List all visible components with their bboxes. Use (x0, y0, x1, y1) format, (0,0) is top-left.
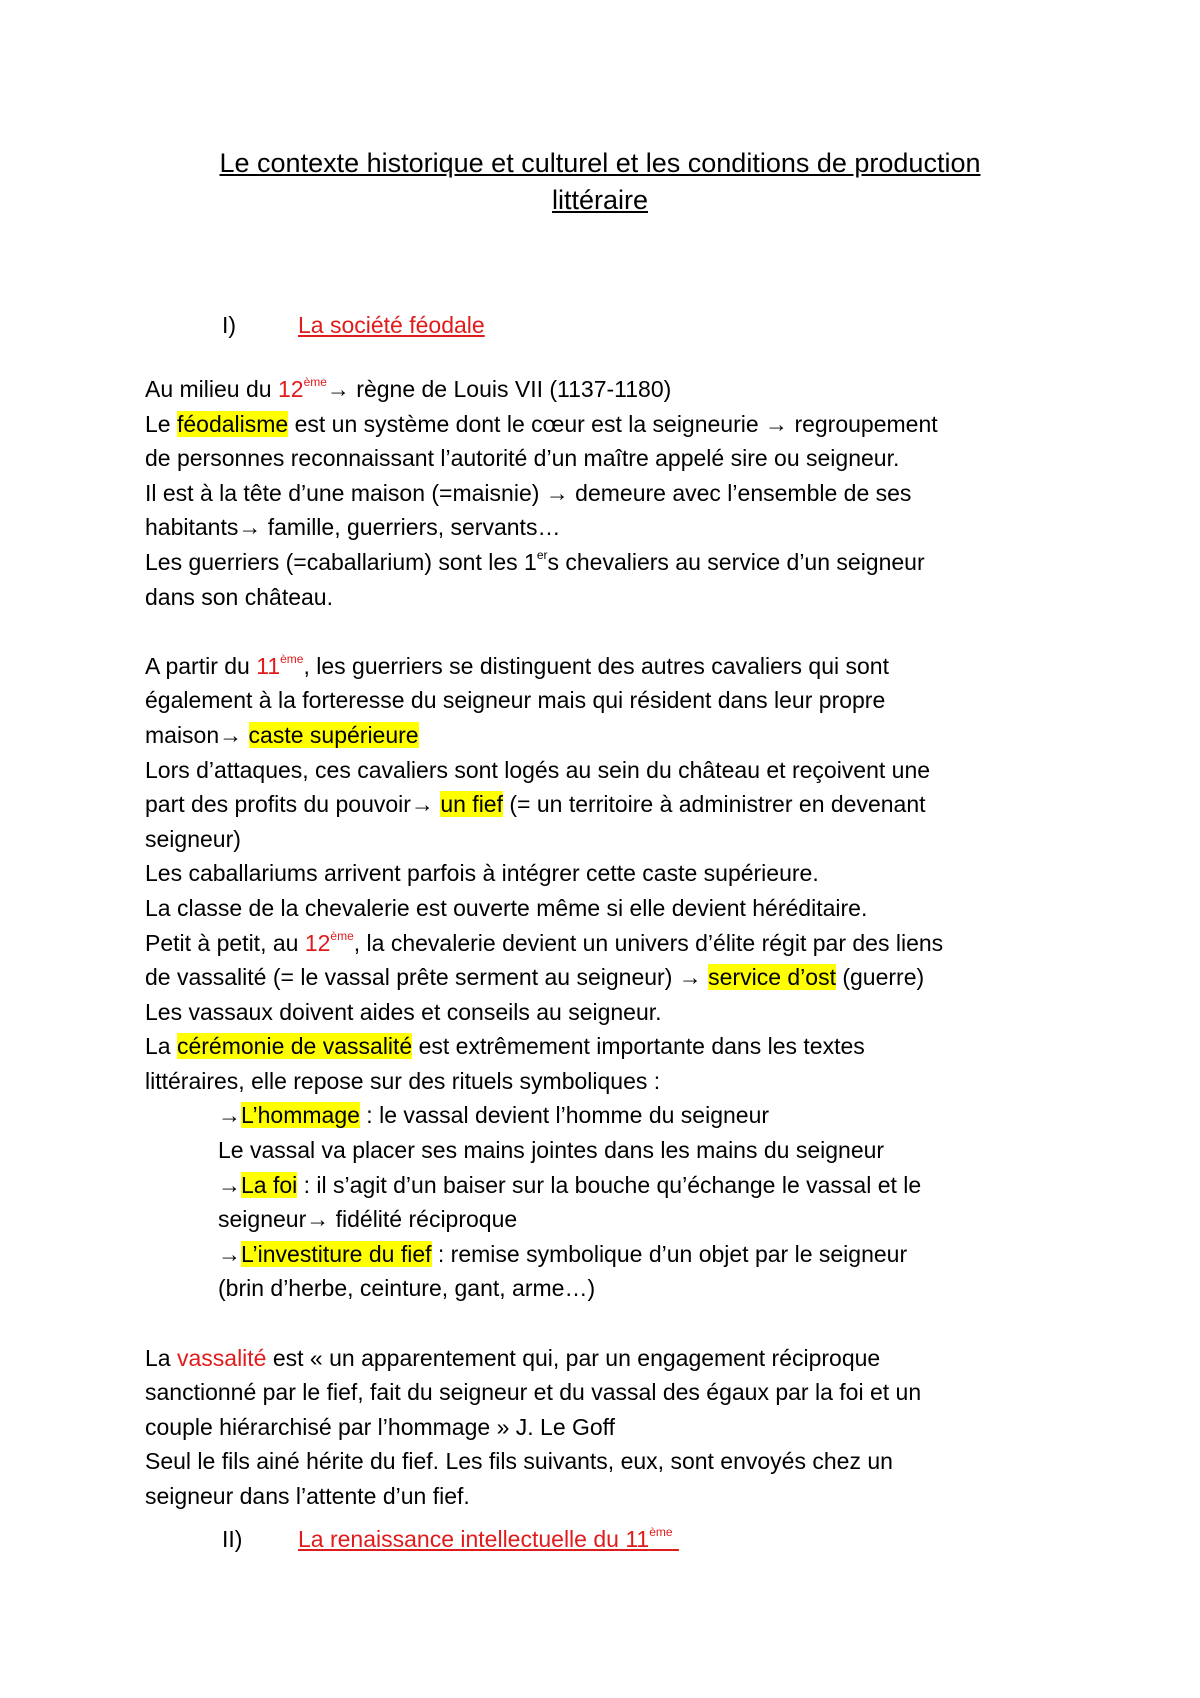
text-line: Seul le fils ainé hérite du fief. Les fils suivants, eux, sont envoyés chez un (145, 1448, 893, 1475)
text-line: Les caballariums arrivent parfois à intégrer cette caste supérieure. (145, 860, 819, 887)
title-line-1: Le contexte historique et culturel et les conditions de production (219, 148, 981, 178)
section-label: La renaissance intellectuelle du 11ème (298, 1525, 673, 1552)
text-line: →L’investiture du fief : remise symbolique d’un objet par le seigneur (218, 1240, 908, 1267)
text-line: habitants→ famille, guerriers, servants… (145, 514, 561, 541)
text-line: Au milieu du 12ème→ règne de Louis VII (1137-1180) (145, 375, 672, 402)
text-line: (brin d’herbe, ceinture, gant, arme…) (218, 1275, 596, 1302)
text-line: de personnes reconnaissant l’autorité d’un maître appelé sire ou seigneur. (145, 445, 900, 472)
text-line: Il est à la tête d’une maison (=maisnie) → demeure avec l’ensemble de ses (145, 479, 912, 506)
text-line: →La foi : il s’agit d’un baiser sur la bouche qu’échange le vassal et le (218, 1171, 922, 1198)
text-line: part des profits du pouvoir→ un fief (= un territoire à administrer en devenant (145, 791, 926, 818)
highlight: un fief (440, 791, 503, 818)
title-line-2: littéraire (551, 185, 649, 215)
text-line: →L’hommage : le vassal devient l’homme du seigneur (218, 1102, 770, 1129)
text-line: Les guerriers (=caballarium) sont les 1ers chevaliers au service d’un seigneur (145, 547, 925, 575)
text-line: sanctionné par le fief, fait du seigneur et du vassal des égaux par la foi et un (145, 1379, 922, 1406)
text-line: La vassalité est « un apparentement qui, par un engagement réciproque (145, 1344, 881, 1371)
highlight: L’investiture du fief (241, 1240, 432, 1267)
text-line: La classe de la chevalerie est ouverte même si elle devient héréditaire. (145, 894, 868, 921)
text-line: Les vassaux doivent aides et conseils au seigneur. (145, 998, 662, 1025)
text-line: Lors d’attaques, ces cavaliers sont logés au sein du château et reçoivent une (145, 756, 931, 783)
text-line: dans son château. (145, 583, 333, 610)
highlight: L’hommage (241, 1102, 360, 1129)
text-line: A partir du 11ème, les guerriers se distinguent des autres cavaliers qui sont (145, 651, 889, 679)
text-line: maison→ caste supérieure (145, 721, 419, 748)
text-line: seigneur dans l’attente d’un fief. (145, 1483, 470, 1509)
highlight: féodalisme (176, 410, 289, 437)
highlight: caste supérieure (248, 721, 419, 748)
text-line: également à la forteresse du seigneur mais qui résident dans leur propre (145, 687, 886, 714)
section-number: II) (222, 1526, 243, 1552)
section-number: I) (222, 312, 237, 338)
text-line: couple hiérarchisé par l’hommage » J. Le Goff (145, 1413, 616, 1440)
body-text-1 (145, 372, 1105, 1514)
highlight: La foi (241, 1171, 298, 1198)
text-line: de vassalité (= le vassal prête serment au seigneur) → service d’ost (guerre) (145, 964, 925, 991)
text-line: littéraires, elle repose sur des rituels symboliques : (145, 1067, 661, 1094)
text-line: seigneur) (145, 825, 241, 852)
highlight: cérémonie de vassalité (176, 1033, 413, 1060)
section-label: La société féodale (298, 312, 485, 338)
text-line: Le vassal va placer ses mains jointes dans les mains du seigneur (218, 1137, 885, 1164)
highlight: service d’ost (708, 964, 836, 991)
document-title (150, 145, 1050, 219)
text-line: La cérémonie de vassalité est extrêmement importante dans les textes (145, 1033, 865, 1060)
text-line: Petit à petit, au 12ème, la chevalerie devient un univers d’élite régit par des liens (145, 928, 944, 956)
text-line: Le féodalisme est un système dont le cœur est la seigneurie → regroupement (145, 410, 938, 437)
text-line: seigneur→ fidélité réciproque (218, 1206, 518, 1233)
